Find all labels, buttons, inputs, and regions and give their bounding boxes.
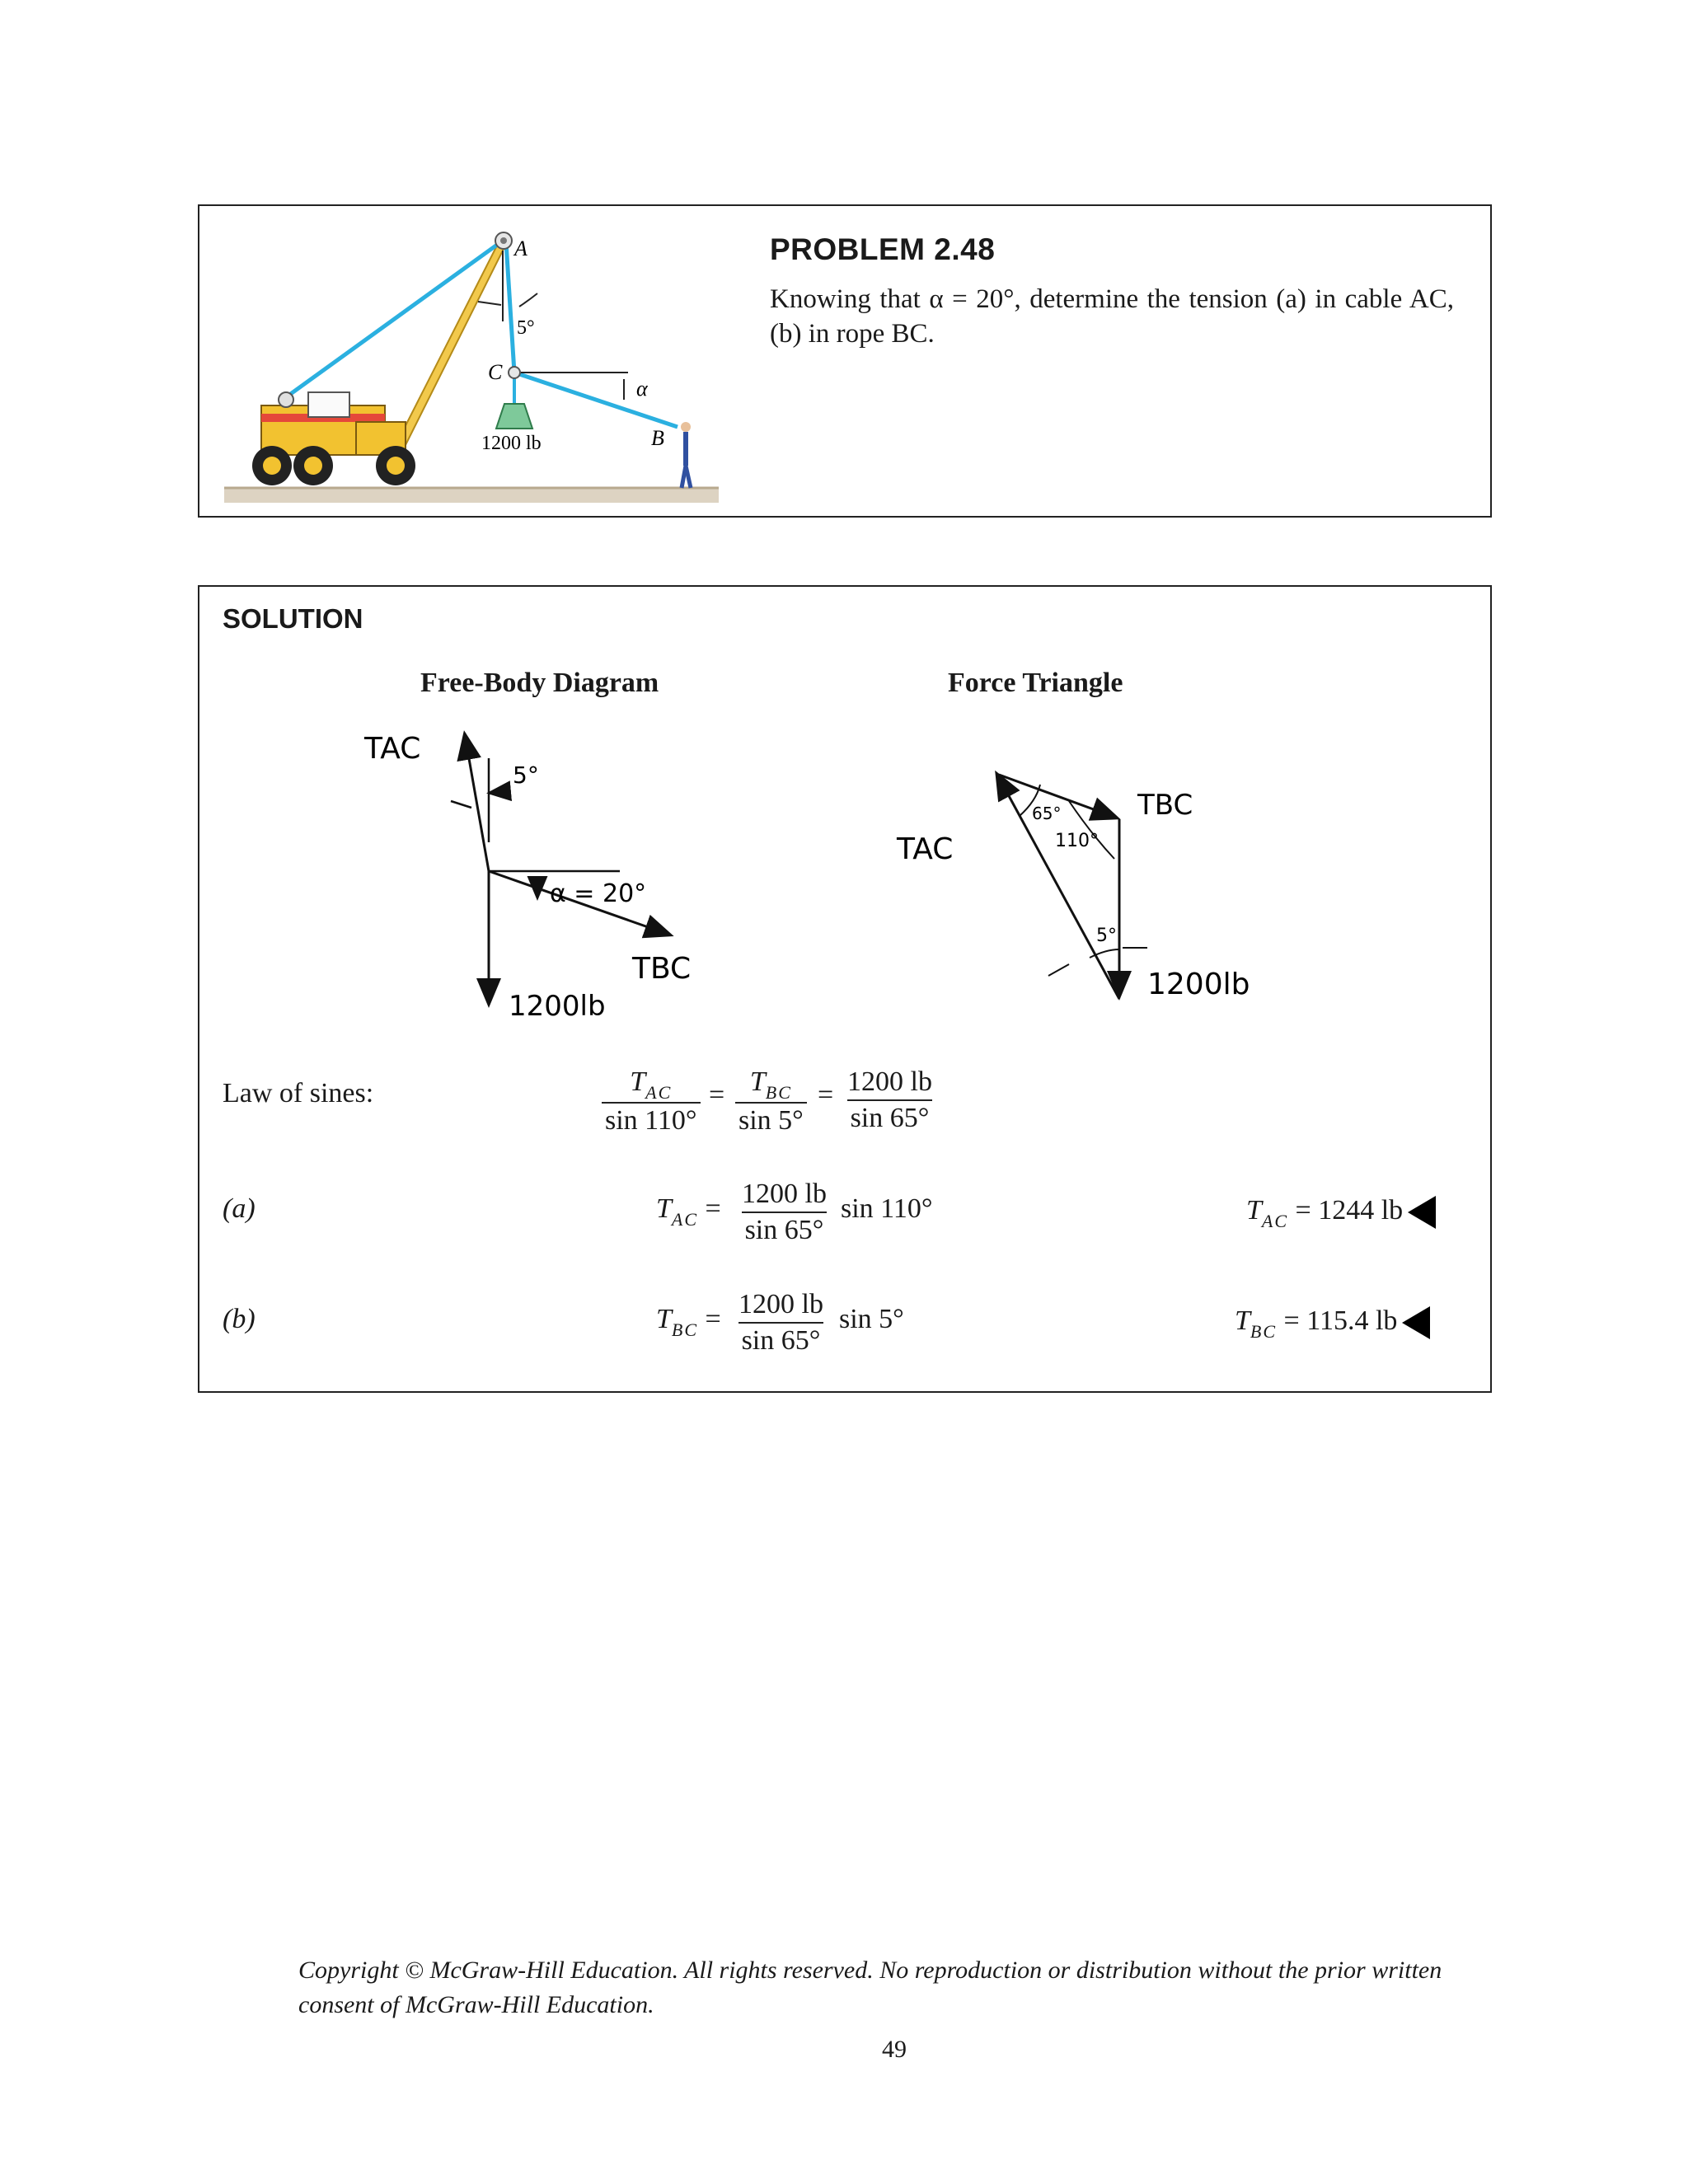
- los-fraction-tac: [602, 1065, 701, 1138]
- ft-tbc-label: TBC: [1137, 789, 1193, 822]
- load-label: 1200 lb: [481, 433, 542, 454]
- problem-box: [198, 204, 1492, 518]
- solution-box: [198, 585, 1492, 1393]
- angle-5-label: 5°: [517, 317, 535, 339]
- ft-angle-110-label: 110°: [1055, 831, 1099, 851]
- fbd-caption: Free-Body Diagram: [420, 668, 659, 698]
- part-b-numerator: 1200 lb: [738, 1289, 823, 1319]
- part-a-factor: sin 110°: [841, 1193, 933, 1224]
- los-denominator-sin110: sin 110°: [602, 1102, 701, 1138]
- los-numerator-load: 1200 lb: [847, 1066, 932, 1097]
- equals-sign-1: =: [709, 1080, 725, 1110]
- ft-tac-label: TAC: [897, 832, 954, 866]
- problem-text: Knowing that α = 20°, determine the tension (a) in cable AC, (b) in rope BC.: [770, 284, 1454, 349]
- free-body-diagram: [348, 719, 776, 1024]
- part-b-fraction: [735, 1287, 827, 1358]
- los-fraction-tbc: [735, 1065, 807, 1138]
- part-a-denominator: sin 65°: [742, 1212, 828, 1248]
- part-b-factor: sin 5°: [839, 1304, 904, 1334]
- los-fraction-load: [844, 1065, 935, 1136]
- equals-sign-2: =: [818, 1080, 834, 1110]
- page-number: 49: [882, 2036, 907, 2063]
- part-b-label: (b): [223, 1304, 256, 1334]
- part-a-fraction: [738, 1177, 830, 1248]
- ft-angle-65-label: 65°: [1032, 804, 1062, 823]
- law-of-sines-label: Law of sines:: [223, 1078, 374, 1108]
- part-b-lhs: $T_{BC}$ =: [656, 1304, 721, 1340]
- fbd-tac-label: TAC: [364, 732, 421, 766]
- solution-title: SOLUTION: [223, 603, 363, 634]
- fbd-load-label: 1200lb: [509, 990, 606, 1023]
- point-a-label: A: [514, 237, 528, 260]
- fbd-tbc-label: TBC: [632, 952, 692, 986]
- alpha-label: α: [636, 377, 648, 401]
- los-denominator-sin65: sin 65°: [847, 1099, 933, 1136]
- ft-load-label: 1200lb: [1147, 968, 1250, 1001]
- los-numerator-tac: $T_{AC}$: [630, 1066, 673, 1103]
- ft-angle-5-label: 5°: [1096, 926, 1117, 946]
- force-triangle-diagram: [875, 752, 1337, 1048]
- los-numerator-tbc: $T_{BC}$: [749, 1066, 792, 1103]
- part-a-lhs: $T_{AC}$ =: [656, 1193, 721, 1230]
- part-a-result: $T_{AC} = 1244$ lb: [1246, 1195, 1436, 1229]
- problem-title: PROBLEM 2.48: [770, 232, 996, 266]
- answer-marker-icon: [1402, 1306, 1430, 1339]
- los-denominator-sin5: sin 5°: [735, 1102, 807, 1138]
- fbd-alpha-label: α = 20°: [550, 879, 647, 908]
- point-c-label: C: [488, 360, 503, 384]
- part-b-result: $T_{BC} = 115.4$ lb: [1235, 1305, 1430, 1339]
- fbd-angle-5-label: 5°: [513, 762, 539, 789]
- part-a-label: (a): [223, 1193, 256, 1224]
- part-a-numerator: 1200 lb: [742, 1179, 827, 1209]
- copyright-notice: Copyright © McGraw-Hill Education. All rights reserved. No reproduction or distribution without the prior written consent of McGraw-Hill Education.: [298, 1957, 1442, 2018]
- force-triangle-caption: Force Triangle: [948, 668, 1123, 698]
- crane-figure: [216, 231, 719, 503]
- answer-marker-icon: [1408, 1196, 1436, 1229]
- point-b-label: B: [651, 426, 664, 450]
- part-b-denominator: sin 65°: [738, 1322, 824, 1358]
